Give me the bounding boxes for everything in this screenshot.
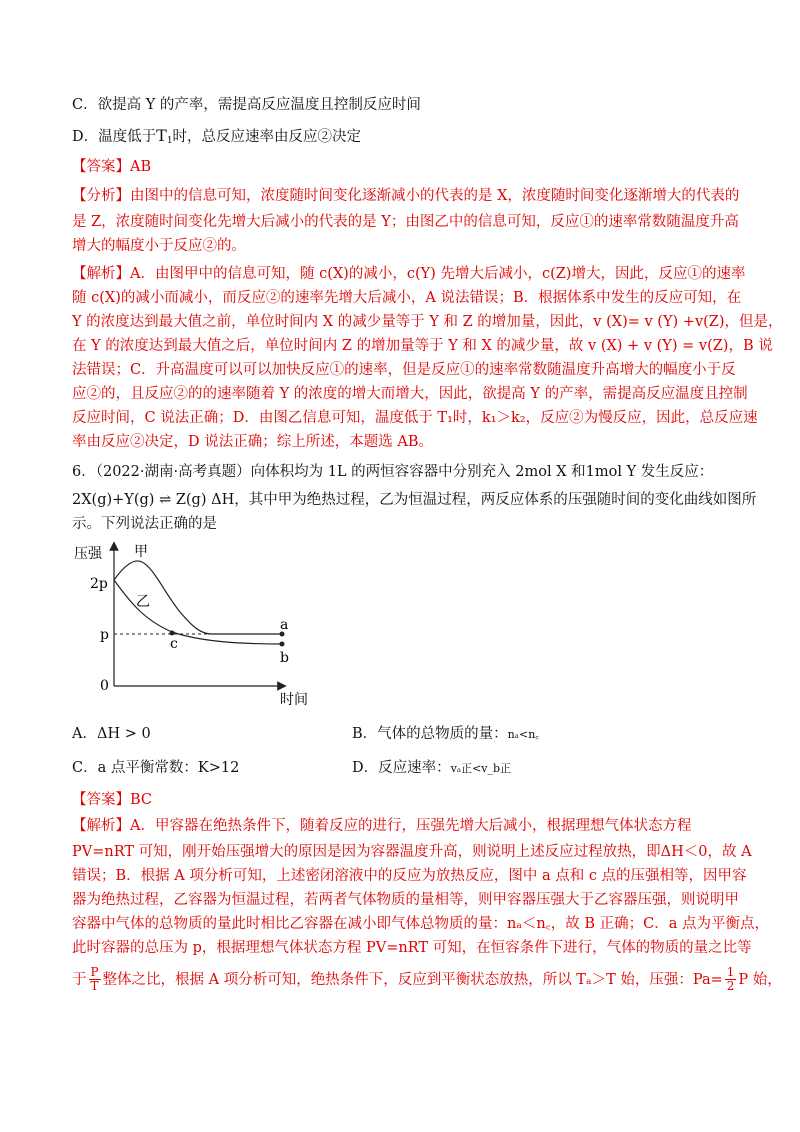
pressure-time-chart: [72, 540, 332, 715]
solution-5-line-7: 反应时间，C 说法正确；D．由图乙信息可知，温度低于 T₁时，k₁＞k₂，反应②为慢反应，因此，总反应速: [72, 410, 758, 426]
fraction-p-over-t: P T: [90, 965, 99, 993]
option-6-a: A．ΔH > 0: [72, 726, 151, 742]
solution-5-line-3: Y 的浓度达到最大值之前，单位时间内 X 的减少量等于 Y 和 Z 的增加量，因此，v (X)= v (Y) +v(Z)，但是，: [72, 314, 783, 330]
solution-6-line-6: 此时容器的总压为 p，根据理想气体状态方程 PV=nRT 可知，在恒容条件下进行，气体的物质的量之比等: [72, 940, 752, 956]
analysis-5-line-3: 增大的幅度小于反应②的。: [72, 238, 246, 254]
solution-5-line-8: 率由反应②决定，D 说法正确；综上所述，本题选 AB。: [72, 434, 433, 450]
point-c: [170, 631, 175, 636]
solution-6-line-4: 器为绝热过程，乙容器为恒温过程，若两者气体物质的量相等，则甲容器压强大于乙容器压强，则说明甲: [72, 892, 739, 908]
answer-5: 【答案】AB: [72, 159, 152, 175]
reaction-equation: 2X(g)+Y(g) ⇌ Z(g) ΔH: [72, 492, 235, 508]
prev-option-d: D．温度低于$T_1$时，总反应速率由反应②决定: [72, 126, 362, 146]
option-6-b: B．气体的总物质的量：nₐ<n꜀: [352, 726, 540, 742]
analysis-5-line-1: 【分析】由图中的信息可知，浓度随时间变化逐渐减小的代表的是 X，浓度随时间变化逐渐增大的代表的: [72, 188, 740, 204]
point-b: [280, 642, 285, 647]
solution-6-line-1: 【解析】A．甲容器在绝热条件下，随着反应的进行，压强先增大后减小，根据理想气体状态方程: [72, 818, 692, 834]
solution-6-line-5: 容器中气体的总物质的量此时相比乙容器在减小即气体总物质的量：nₐ＜n꜀，故 B 正确；C．a 点为平衡点，: [72, 916, 770, 932]
fraction-one-half: $\frac{1}{2}$: [726, 965, 735, 993]
solution-5-line-6: 应②的，且反应②的的速率随着 Y 的浓度的增大而增大，因此，欲提高 Y 的产率，需提高反应温度且控制: [72, 386, 748, 402]
solution-6-line-3: 错误；B．根据 A 项分析可知，上述密闭溶液中的反应为放热反应，图中 a 点和 c 点的压强相等，因甲容: [72, 868, 747, 884]
option-6-c: C．a 点平衡常数：K>12: [72, 760, 240, 776]
series-jia-label: 甲: [134, 544, 148, 560]
solution-5-line-5: 法错误；C．升高温度可以可以加快反应①的速率，但是反应①的速率常数随温度升高增大的幅度小于反: [72, 362, 736, 378]
option-6-d: D．反应速率：vₐ正<v_b正: [352, 760, 512, 776]
answer-6: 【答案】BC: [72, 792, 153, 808]
tick-2p: 2p: [90, 576, 108, 592]
solution-5-line-4: 在 Y 的浓度达到最大值之后，单位时间内 Z 的增加量等于 Y 和 X 的减少量，故 v (X) + v (Y) = v(Z)，B 说: [72, 338, 773, 354]
question-6-line-1: 6．（2022·湖南·高考真题）向体积均为 1L 的两恒容容器中分别充入 2mol X 和1mol Y 发生反应：: [72, 464, 714, 480]
label-b: b: [280, 650, 289, 666]
temperature-symbol: T: [156, 126, 167, 145]
tick-0: 0: [100, 678, 109, 694]
analysis-5-line-2: 是 Z，浓度随时间变化先增大后减小的代表的是 Y；由图乙中的信息可知，反应①的速率常数随温度升高: [72, 214, 739, 230]
y-axis-label: 压强: [74, 546, 102, 562]
question-6-line-3: 示。下列说法正确的是: [72, 516, 217, 532]
label-c: c: [170, 636, 178, 652]
tick-p: p: [100, 627, 109, 643]
solution-5-line-1: 【解析】A．由图甲中的信息可知，随 c(X)的减小，c(Y) 先增大后减小，c(Z)增大，因此，反应①的速率: [72, 266, 746, 282]
series-yi-label: 乙: [136, 594, 150, 610]
x-axis-label: 时间: [280, 692, 308, 708]
solution-5-line-2: 随 c(X)的减小而减小，而反应②的速率先增大后减小，A 说法错误；B．根据体系中发生的反应可知，在: [72, 290, 742, 306]
question-6-line-2: 2X(g)+Y(g) ⇌ Z(g) ΔH，其中甲为绝热过程，乙为恒温过程，两反应体系的压强随时间的变化曲线如图所: [72, 492, 757, 508]
solution-6-line-2: PV=nRT 可知，刚开始压强增大的原因是因为容器温度升高，则说明上述反应过程放热，即ΔH＜0，故 A: [72, 844, 752, 860]
label-a: a: [280, 617, 289, 633]
prev-option-c: C．欲提高 Y 的产率，需提高反应温度且控制反应时间: [72, 97, 421, 113]
solution-6-line-7: 于 P T 整体之比，根据 A 项分析可知，绝热条件下，反应到平衡状态放热，所以 Tₐ＞T 始，压强：Pa= $\frac{1}{2}$ P 始，: [72, 965, 782, 993]
